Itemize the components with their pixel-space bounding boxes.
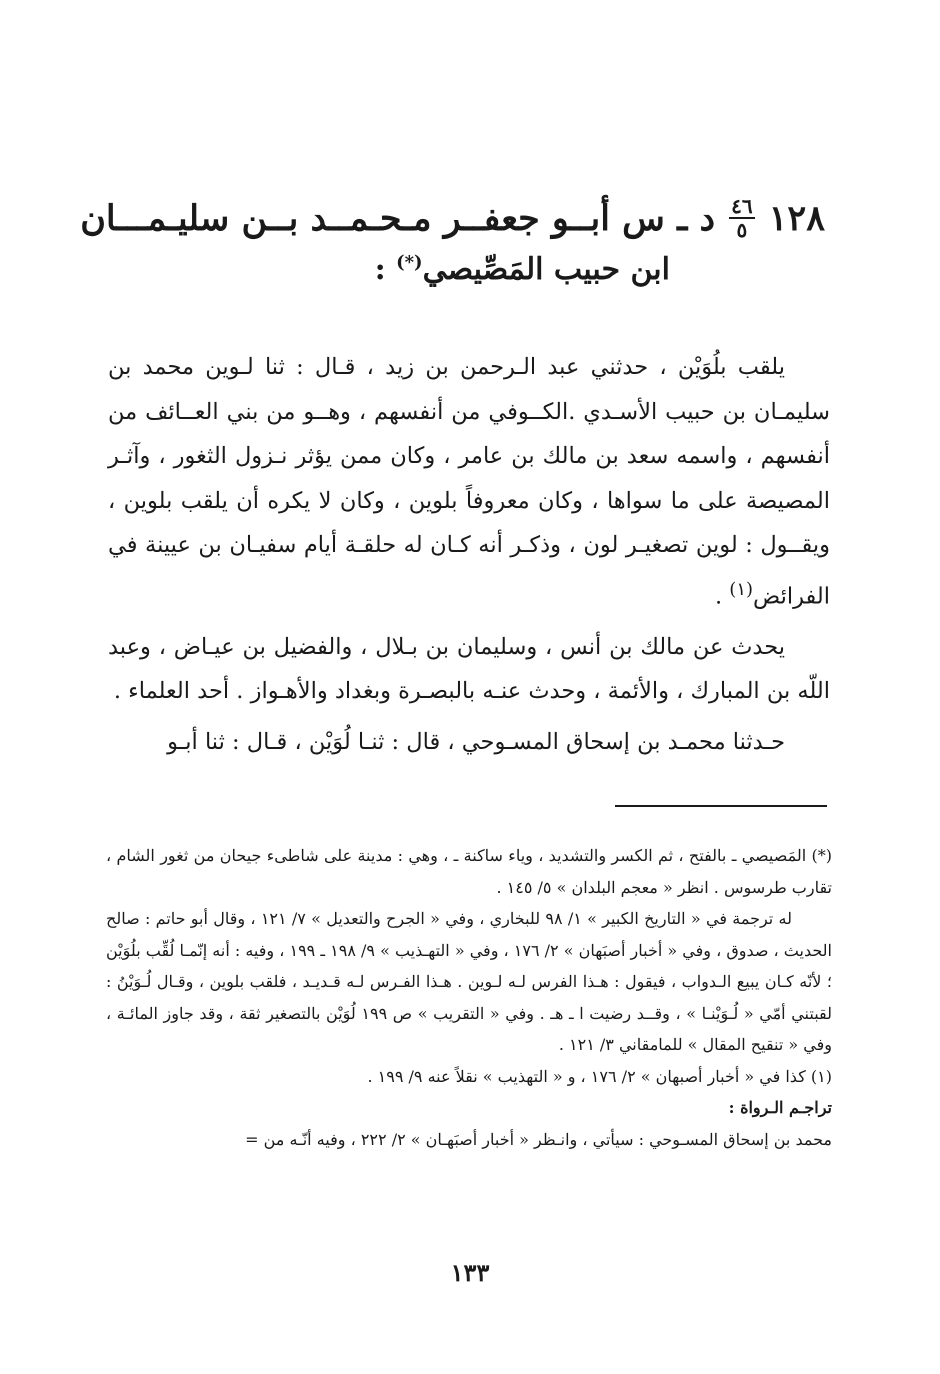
footnote-marker-1: (١) (729, 578, 754, 600)
fraction-denominator: ٥ (736, 218, 748, 242)
entry-title-name: ابن حبيب المَصِّيصي (422, 252, 670, 287)
body-paragraph (108, 345, 830, 619)
paragraph-1-end: . (714, 583, 730, 609)
reference-fraction (729, 196, 754, 240)
footnote-1: (١) كذا في « أخبار أصبهان » ٢/ ١٧٦ ، و « التهذيب » نقلاً عنه ٩/ ١٩٩ . (367, 1066, 832, 1086)
entry-title-line-1: د ـ س أبــو جعفــر مـحـمــد بــن سليـمـــان (80, 197, 716, 239)
footnote-marker-star: (*) (396, 252, 423, 273)
footnote-star: (*) المَصيصي ـ بالفتح ، ثم الكسر والتشديد ، وياء ساكنة ـ ، وهي : مدينة على شاطىء جيحان من ثغور الشام ، تقارب طرسوس . انظر « معجم البلدان » ٥/ ١٤٥ . (106, 846, 832, 897)
narrators-text: محمد بن إسحاق المسـوحي : سيأتي ، وانـظر « أخبار أصبَهـان » ٢/ ٢٢٢ ، وفيه أنّـه من = (245, 1129, 832, 1149)
entry-body (108, 345, 830, 770)
entry-title-colon: : (374, 252, 397, 287)
fraction-numerator: ٤٦ (731, 194, 753, 218)
entry-number: ١٢٨ (768, 197, 825, 239)
narrators-heading: تراجـم الـرواة : (728, 1098, 832, 1117)
footnote-separator (615, 805, 827, 807)
body-paragraph: يحدث عن مالك بن أنس ، وسليمان بن بـلال ، والفضيل بن عيـاض ، وعبد اللّه بن المبارك ، والأئمة ، وحدث عنـه بالبصـرة وبغداد والأهـواز . أحد العلماء . (108, 633, 830, 704)
body-paragraph: حـدثنا محمـد بن إسحاق المسـوحي ، قال : ثنـا لُوَيْن ، قـال : ثنا أبـو (167, 728, 785, 755)
footnotes (106, 840, 832, 1155)
page-number: ١٣٣ (450, 1258, 490, 1287)
footnote-star-continuation: له ترجمة في « التاريخ الكبير » ١/ ٩٨ للبخاري ، وفي « الجرح والتعديل » ٧/ ١٢١ ، وقال أبو حاتم : صالح الحديث ، صدوق ، وفي « أخبار أصبَهان » ٢/ ١٧٦ ، وفي « التهـذيب » ٩/ ١٩٨ ـ ١٩٩ ، وفيه : أنه إنّمـا لُقِّب بلُوَيْن ؛ لأنّه كـان يبيع الـدواب ، فيقول : هـذا الفرس لـه لـوين . هـذا الفـرس لـه قـديـد ، فلقب بلوين ، وقـال لُـوَيْنُ : لقبتني أمّي « لُـوَيْنـا » ، وقــد رضيت ا ـ هـ . وفي « التقريب » ص ١٩٩ لُوَيْن بالتصغير ثقة ، وقد جاوز المائـة ، وفي « تنقيح المقال » للمامقاني ٣/ ١٢١ . (106, 909, 833, 1054)
entry-title-line-2 (375, 252, 670, 287)
entry-heading (80, 196, 825, 240)
paragraph-1-text: يلقب بلُوَيْن ، حدثني عبد الـرحمن بن زيد ، قـال : ثنا لـوين محمد بن سليمـان بن حبيب الأسـدي .الكــوفي من أنفسهم ، وهــو من بني العــائف من أنفسهم ، واسمه سعد بن مالك بن عامر ، وكان ممن يؤثر نـزول الثغور ، وآثـر المصيصة على ما سواها ، وكان معروفاً بلوين ، وكان لا يكره أن يلقب بلوين ، ويقــول : لوين تصغيـر لون ، وذكـر أنه كـان له حلقـة أيام سفيـان بن عيينة في الفرائض (108, 354, 830, 609)
